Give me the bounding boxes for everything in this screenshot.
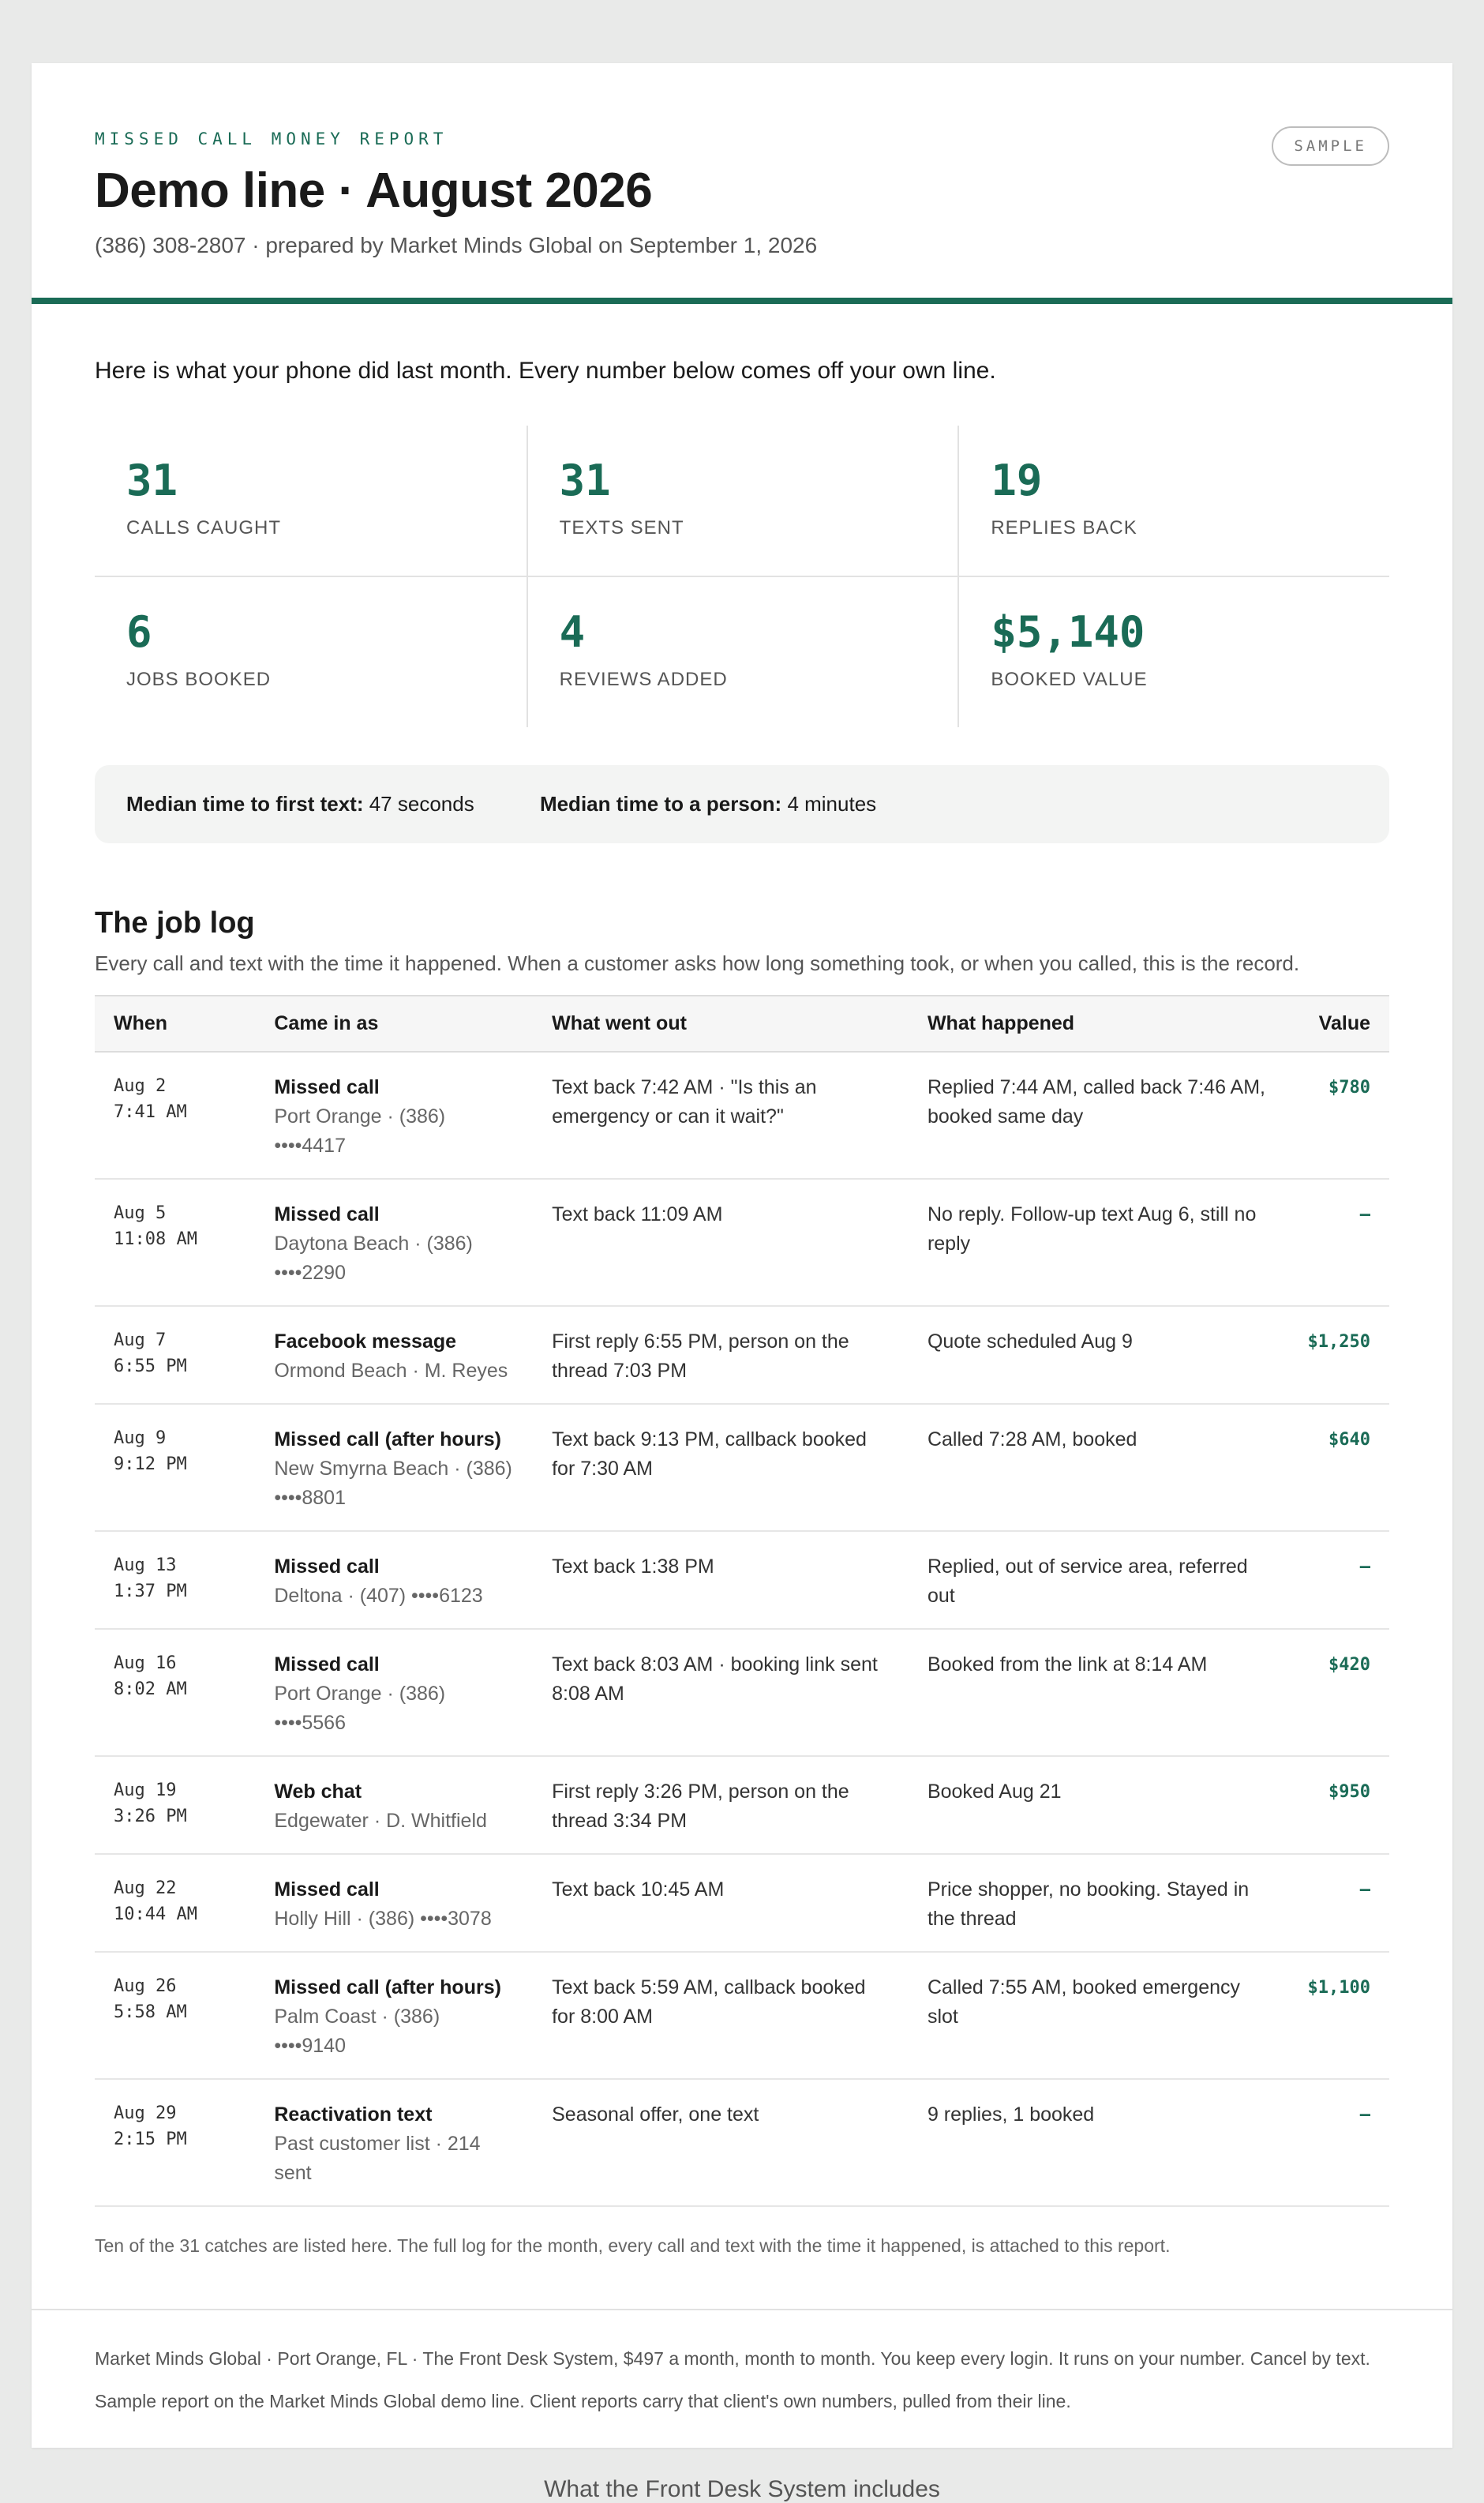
table-row (95, 1306, 1389, 1404)
table-row (95, 2079, 1389, 2206)
median-times-panel (95, 765, 1389, 843)
footer-line-sample-note: Sample report on the Market Minds Global demo line. Client reports carry that client's own numbers, pulled from their line. (95, 2391, 1071, 2411)
stat-label: REVIEWS ADDED (559, 669, 728, 690)
row-source-detail: Port Orange · (386) ••••5566 (274, 1683, 446, 1734)
row-date: Aug 9 (114, 1428, 167, 1448)
report-footer (32, 2309, 1452, 2448)
table-row (95, 1404, 1389, 1531)
cell-when (95, 1952, 255, 2079)
cell-what-happened: 9 replies, 1 booked (909, 2079, 1289, 2206)
row-date: Aug 7 (114, 1330, 167, 1350)
table-row (95, 1854, 1389, 1952)
cell-came-in-as (255, 1756, 533, 1854)
row-date: Aug 26 (114, 1976, 177, 1996)
table-row (95, 1052, 1389, 1179)
row-time: 1:37 PM (114, 1582, 187, 1601)
sample-badge: SAMPLE (1272, 126, 1389, 166)
median-first-text (126, 792, 474, 816)
cell-value: — (1289, 2079, 1389, 2206)
table-row (95, 1531, 1389, 1629)
row-source-detail: Holly Hill · (386) ••••3078 (274, 1908, 492, 1930)
table-row (95, 1756, 1389, 1854)
report-card (32, 63, 1452, 2448)
cell-what-went-out: First reply 6:55 PM, person on the thread 7:03 PM (533, 1306, 909, 1404)
cell-what-happened: Replied 7:44 AM, called back 7:46 AM, booked same day (909, 1052, 1289, 1179)
cell-came-in-as (255, 1531, 533, 1629)
median-person-value: 4 minutes (787, 792, 877, 816)
cell-what-went-out: Text back 1:38 PM (533, 1531, 909, 1629)
stat-label: BOOKED VALUE (991, 669, 1148, 690)
row-time: 9:12 PM (114, 1454, 187, 1474)
cell-value: $950 (1289, 1756, 1389, 1854)
stat-booked-value (957, 576, 1389, 727)
cell-when (95, 1306, 255, 1404)
stat-label: REPLIES BACK (991, 517, 1137, 539)
job-log-title: The job log (95, 906, 255, 940)
stat-label: CALLS CAUGHT (126, 517, 282, 539)
row-time: 10:44 AM (114, 1904, 197, 1924)
cell-value: $640 (1289, 1404, 1389, 1531)
cell-what-happened: Booked Aug 21 (909, 1756, 1289, 1854)
row-source-detail: Daytona Beach · (386) ••••2290 (274, 1233, 473, 1284)
column-header-came-in-as: Came in as (255, 996, 533, 1052)
stat-value: 6 (126, 607, 152, 657)
row-time: 3:26 PM (114, 1807, 187, 1826)
row-source-type: Facebook message (274, 1330, 457, 1353)
stat-value: 31 (559, 456, 611, 505)
column-header-value: Value (1289, 996, 1389, 1052)
cell-when (95, 1854, 255, 1952)
stat-texts-sent (527, 426, 958, 576)
cell-when (95, 1179, 255, 1306)
row-source-type: Missed call (274, 1203, 380, 1225)
row-time: 11:08 AM (114, 1229, 197, 1249)
row-source-detail: Port Orange · (386) ••••4417 (274, 1105, 446, 1157)
row-source-type: Missed call (274, 1076, 380, 1098)
cell-came-in-as (255, 1179, 533, 1306)
cell-what-happened: Called 7:28 AM, booked (909, 1404, 1289, 1531)
row-date: Aug 2 (114, 1076, 167, 1096)
job-log-table (95, 995, 1389, 2207)
row-source-type: Missed call (274, 1653, 380, 1676)
cell-what-happened: Booked from the link at 8:14 AM (909, 1629, 1289, 1756)
cell-what-happened: Price shopper, no booking. Stayed in the thread (909, 1854, 1289, 1952)
row-time: 8:02 AM (114, 1679, 187, 1699)
row-time: 5:58 AM (114, 2002, 187, 2022)
intro-text: Here is what your phone did last month. Every number below comes off your own line. (95, 358, 996, 384)
cell-what-went-out: Text back 10:45 AM (533, 1854, 909, 1952)
cell-came-in-as (255, 1629, 533, 1756)
cell-what-happened: Replied, out of service area, referred out (909, 1531, 1289, 1629)
row-source-detail: New Smyrna Beach · (386) ••••8801 (274, 1458, 512, 1509)
cell-what-went-out: Text back 9:13 PM, callback booked for 7:30 AM (533, 1404, 909, 1531)
column-header-when: When (95, 996, 255, 1052)
cell-what-went-out: Text back 7:42 AM · "Is this an emergency or can it wait?" (533, 1052, 909, 1179)
cell-what-happened: Quote scheduled Aug 9 (909, 1306, 1289, 1404)
row-date: Aug 19 (114, 1781, 177, 1800)
stat-label: TEXTS SENT (559, 517, 684, 539)
cell-what-happened: No reply. Follow-up text Aug 6, still no reply (909, 1179, 1289, 1306)
stat-value: 31 (126, 456, 178, 505)
stat-value: 19 (991, 456, 1043, 505)
row-date: Aug 5 (114, 1203, 167, 1223)
job-log-rows (95, 1052, 1389, 2206)
cell-came-in-as (255, 1404, 533, 1531)
cell-came-in-as (255, 1952, 533, 2079)
cell-when (95, 1756, 255, 1854)
cell-what-went-out: Text back 5:59 AM, callback booked for 8:00 AM (533, 1952, 909, 2079)
cell-what-went-out: Text back 11:09 AM (533, 1179, 909, 1306)
stat-reviews-added (527, 576, 958, 727)
row-source-type: Missed call (after hours) (274, 1428, 501, 1450)
cell-value: — (1289, 1531, 1389, 1629)
stat-value: 4 (559, 607, 586, 657)
stat-jobs-booked (95, 576, 527, 727)
median-person-label: Median time to a person: (539, 792, 782, 816)
row-source-type: Web chat (274, 1781, 362, 1803)
report-body (32, 304, 1452, 2309)
cell-when (95, 1629, 255, 1756)
cell-what-went-out: Seasonal offer, one text (533, 2079, 909, 2206)
stat-value: $5,140 (991, 607, 1145, 657)
row-source-detail: Palm Coast · (386) ••••9140 (274, 2006, 440, 2057)
cell-when (95, 1052, 255, 1179)
row-source-type: Missed call (274, 1878, 380, 1901)
column-header-what-went-out: What went out (533, 996, 909, 1052)
cell-what-went-out: Text back 8:03 AM · booking link sent 8:08 AM (533, 1629, 909, 1756)
row-source-type: Missed call (after hours) (274, 1976, 501, 1998)
cell-when (95, 1404, 255, 1531)
table-row (95, 1629, 1389, 1756)
median-first-text-value: 47 seconds (369, 792, 474, 816)
row-source-detail: Edgewater · D. Whitfield (274, 1810, 487, 1832)
row-source-detail: Ormond Beach · M. Reyes (274, 1360, 508, 1382)
cell-when (95, 1531, 255, 1629)
report-title: Demo line · August 2026 (95, 163, 653, 218)
next-section-heading: What the Front Desk System includes (544, 2476, 940, 2502)
cell-what-went-out: First reply 3:26 PM, person on the thread 3:34 PM (533, 1756, 909, 1854)
cell-what-happened: Called 7:55 AM, booked emergency slot (909, 1952, 1289, 2079)
table-header-row (95, 996, 1389, 1052)
cell-came-in-as (255, 2079, 533, 2206)
cell-value: $1,250 (1289, 1306, 1389, 1404)
cell-came-in-as (255, 1306, 533, 1404)
footer-line-business: Market Minds Global · Port Orange, FL · The Front Desk System, $497 a month, month to month. You keep every login. It runs on your number. Cancel by text. (95, 2348, 1370, 2369)
row-time: 7:41 AM (114, 1102, 187, 1122)
median-person (540, 792, 876, 816)
job-log-footnote: Ten of the 31 catches are listed here. The full log for the month, every call and text with the time it happened, is attached to this report. (95, 2235, 1171, 2256)
row-time: 6:55 PM (114, 1357, 187, 1376)
row-source-detail: Deltona · (407) ••••6123 (274, 1585, 483, 1607)
stats-grid (95, 426, 1389, 727)
cell-value: $1,100 (1289, 1952, 1389, 2079)
cell-value: — (1289, 1179, 1389, 1306)
row-source-type: Missed call (274, 1555, 380, 1578)
table-row (95, 1179, 1389, 1306)
report-eyebrow: MISSED CALL MONEY REPORT (95, 129, 448, 148)
cell-when (95, 2079, 255, 2206)
cell-came-in-as (255, 1052, 533, 1179)
row-date: Aug 22 (114, 1878, 177, 1898)
cell-value: — (1289, 1854, 1389, 1952)
row-time: 2:15 PM (114, 2130, 187, 2149)
cell-value: $780 (1289, 1052, 1389, 1179)
row-source-detail: Past customer list · 214 sent (274, 2133, 481, 2184)
table-row (95, 1952, 1389, 2079)
row-source-type: Reactivation text (274, 2103, 433, 2126)
stat-label: JOBS BOOKED (126, 669, 272, 690)
stat-replies-back (957, 426, 1389, 576)
job-log-description: Every call and text with the time it happened. When a customer asks how long something took, or when you called, this is the record. (95, 951, 1300, 975)
stat-calls-caught (95, 426, 527, 576)
row-date: Aug 16 (114, 1653, 177, 1673)
column-header-what-happened: What happened (909, 996, 1289, 1052)
row-date: Aug 13 (114, 1555, 177, 1575)
report-subtitle: (386) 308-2807 · prepared by Market Minds Global on September 1, 2026 (95, 233, 818, 257)
cell-came-in-as (255, 1854, 533, 1952)
cell-value: $420 (1289, 1629, 1389, 1756)
median-first-text-label: Median time to first text: (126, 792, 364, 816)
row-date: Aug 29 (114, 2103, 177, 2123)
report-header (32, 63, 1452, 304)
